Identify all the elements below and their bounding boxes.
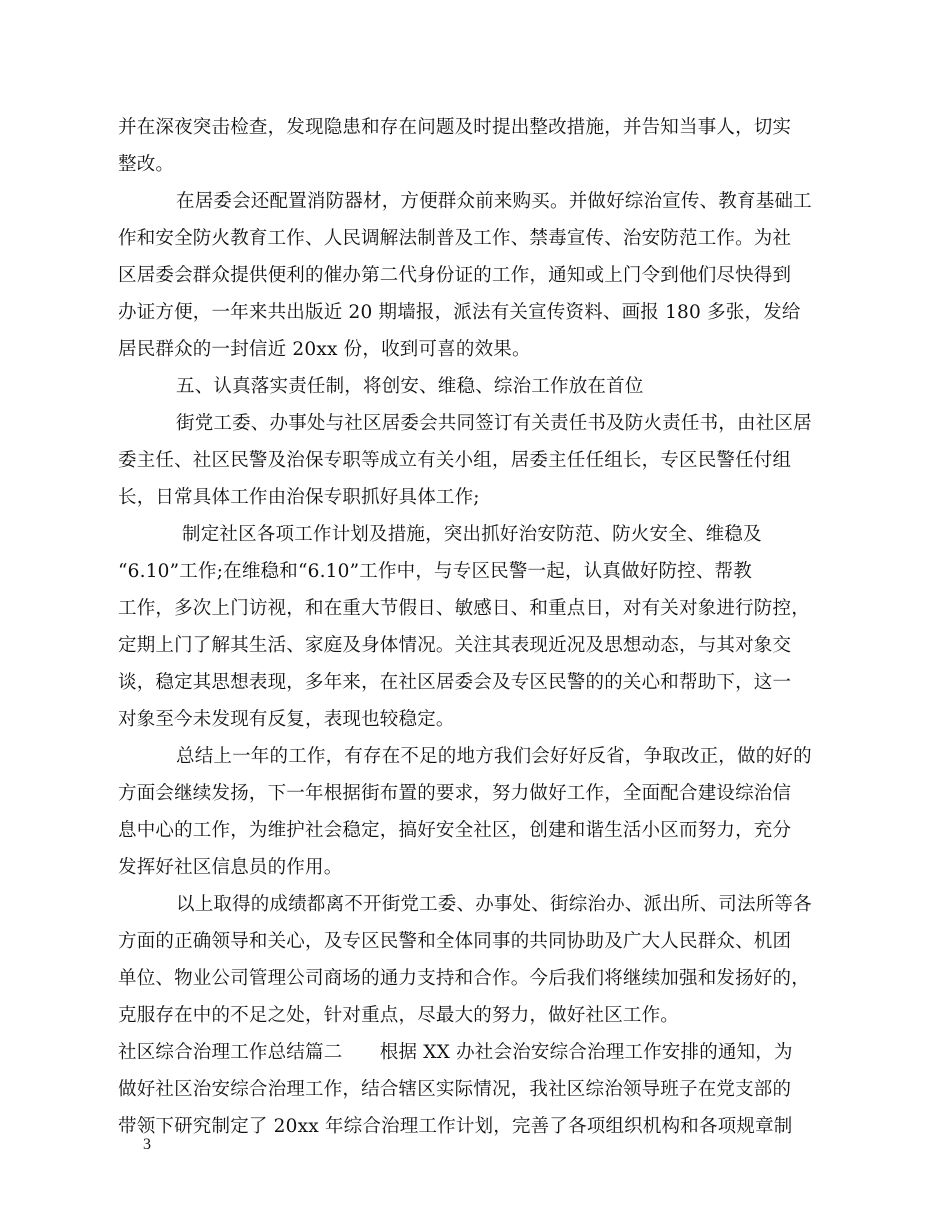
text-line: 在居委会还配置消防器材，方便群众前来购买。并做好综治宣传、教育基础工	[176, 191, 812, 212]
text-line: 居民群众的一封信近 20xx 份，收到可喜的效果。	[118, 339, 531, 360]
text-line: 工作，多次上门访视，和在重大节假日、敏感日、和重点日，对有关对象进行防控，	[118, 598, 810, 619]
text-line: 整改。	[118, 154, 175, 175]
text-line: 方面会继续发扬，下一年根据街布置的要求，努力做好工作，全面配合建设综治信	[118, 783, 792, 804]
text-line: 以上取得的成绩都离不开街党工委、办事处、街综治办、派出所、司法所等各	[176, 894, 812, 915]
text-line: 单位、物业公司管理公司商场的通力支持和合作。今后我们将继续加强和发扬好的，	[118, 968, 810, 989]
text-line: 社区综合治理工作总结篇二 根据 XX 办社会治安综合治理工作安排的通知，为	[118, 1042, 793, 1063]
text-line: 办证方便，一年来共出版近 20 期墙报，派法有关宣传资料、画报 180 多张，发给	[118, 302, 801, 323]
text-line: 定期上门了解其生活、家庭及身体情况。关注其表现近况及思想动态，与其对象交	[118, 635, 792, 656]
section-heading: 五、认真落实责任制，将创安、维稳、综治工作放在首位	[176, 376, 644, 397]
text-line: 谈，稳定其思想表现，多年来，在社区居委会及专区民警的的关心和帮助下，这一	[118, 672, 792, 693]
text-line: 制定社区各项工作计划及措施，突出抓好治安防范、防火安全、维稳及	[182, 524, 762, 545]
text-line: 并在深夜突击检查，发现隐患和存在问题及时提出整改措施，并告知当事人，切实	[118, 117, 792, 138]
text-line: 区居委会群众提供便利的催办第二代身份证的工作，通知或上门令到他们尽快得到	[118, 265, 792, 286]
text-line: 发挥好社区信息员的作用。	[118, 857, 343, 878]
text-line: 长，日常具体工作由治保专职抓好具体工作;	[118, 487, 480, 508]
text-line: 息中心的工作，为维护社会稳定，搞好安全社区，创建和谐生活小区而努力，充分	[118, 820, 792, 841]
text-line: 方面的正确领导和关心，及专区民警和全体同事的共同协助及广大人民群众、机团	[118, 931, 792, 952]
text-line: 街党工委、办事处与社区居委会共同签订有关责任书及防火责任书，由社区居	[176, 413, 812, 434]
text-line: 委主任、社区民警及治保专职等成立有关小组，居委主任任组长，专区民警任付组	[118, 450, 792, 471]
text-line: 带领下研究制定了 20xx 年综合治理工作计划，完善了各项组织机构和各项规章制	[118, 1116, 793, 1137]
text-line: 克服存在中的不足之处，针对重点，尽最大的努力，做好社区工作。	[118, 1005, 680, 1026]
text-line: 对象至今未发现有反复，表现也较稳定。	[118, 709, 455, 730]
text-line: “6.10”工作;在维稳和“6.10”工作中，与专区民警一起，认真做好防控、帮教	[118, 561, 752, 582]
text-line: 作和安全防火教育工作、人民调解法制普及工作、禁毒宣传、治安防范工作。为社	[118, 228, 792, 249]
text-line: 做好社区治安综合治理工作，结合辖区实际情况，我社区综治领导班子在党支部的	[118, 1079, 792, 1100]
text-line: 总结上一年的工作，有存在不足的地方我们会好好反省，争取改正，做的好的	[176, 746, 812, 767]
page-number: 3	[143, 1136, 151, 1153]
